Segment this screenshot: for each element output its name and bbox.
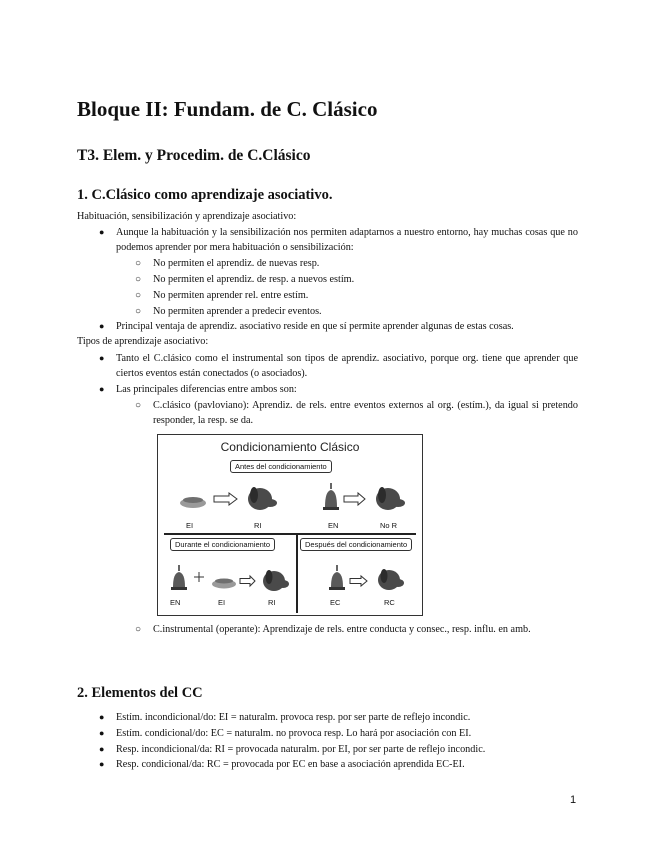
figure-title: Condicionamiento Clásico — [220, 440, 360, 454]
bullet-types: Tanto el C.clásico como el instrumental son tipos de aprendiz. asociativo, porque org. tiene que aprender que ciertos eventos están conectados (o asociados). — [116, 353, 578, 379]
sub-item-4: No permiten aprender a predecir eventos. — [153, 306, 322, 317]
bullet-differences: Las principales diferencias entre ambos son: — [116, 384, 297, 395]
arrow-icon — [350, 576, 368, 586]
label-no-r: No R — [380, 521, 398, 530]
vertical-divider — [296, 533, 298, 613]
label-en: EN — [328, 521, 339, 530]
food-bowl-icon — [178, 493, 208, 509]
section1-intro: Habituación, sensibilización y aprendizaje asociativo: — [77, 211, 297, 222]
label-ri: RI — [268, 598, 276, 607]
page-subtitle: T3. Elem. y Procedim. de C.Clásico — [77, 147, 311, 164]
arrow-icon — [344, 493, 366, 505]
element-item-4: Resp. condicional/da: RC = provocada por EC en base a asociación aprendida EC-EI. — [116, 759, 465, 770]
bullet-icon: ● — [99, 759, 105, 769]
horizontal-divider — [164, 533, 416, 535]
element-item-2: Estím. condicional/do: EC = naturalm. no provoca resp. Lo hará por asociación con EI. — [116, 728, 472, 739]
dog-icon — [258, 565, 290, 593]
section2-heading: 2. Elementos del CC — [77, 685, 203, 701]
bell-icon — [328, 563, 346, 593]
label-ei: EI — [186, 521, 194, 530]
page-title: Bloque II: Fundam. de C. Clásico — [77, 97, 378, 121]
bell-icon — [322, 481, 340, 513]
element-item-3: Resp. incondicional/da: RI = provocada naturalm. por EI, por ser parte de reflejo incondic. — [116, 744, 486, 755]
arrow-icon — [214, 493, 238, 505]
label-ec: EC — [330, 598, 341, 607]
circle-bullet-icon: ○ — [135, 306, 142, 317]
circle-bullet-icon: ○ — [135, 274, 142, 285]
label-ei: EI — [218, 598, 226, 607]
dog-icon — [372, 563, 406, 593]
sub-item-2: No permiten el aprendiz. de resp. a nuevos estím. — [153, 274, 355, 285]
circle-bullet-icon: ○ — [135, 624, 142, 635]
before-label: Antes del condicionamiento — [230, 460, 332, 473]
label-ri: RI — [254, 521, 262, 530]
circle-bullet-icon: ○ — [135, 258, 142, 269]
section1-heading: 1. C.Clásico como aprendizaje asociativo. — [77, 187, 333, 203]
bullet-icon: ● — [99, 321, 105, 331]
classic-definition: C.clásico (pavloviano): Aprendiz. de rels. entre eventos externos al org. (estím.), da igual si pretendo responder, la resp. se da. — [153, 400, 578, 426]
circle-bullet-icon: ○ — [135, 290, 142, 301]
classical-conditioning-figure — [157, 434, 423, 616]
bullet-advantage: Principal ventaja de aprendiz. asociativo reside en que sí permite aprender algunas de estas cosas. — [116, 321, 514, 332]
bullet-icon: ● — [99, 728, 105, 738]
after-label: Después del condicionamiento — [300, 538, 412, 551]
instrumental-definition: C.instrumental (operante): Aprendizaje de rels. entre conducta y consec., resp. influ. en amb. — [153, 624, 531, 635]
bell-icon — [170, 563, 188, 593]
types-intro: Tipos de aprendizaje asociativo: — [77, 336, 209, 347]
arrow-icon — [240, 576, 256, 586]
bullet-habituation: Aunque la habituación y la sensibilización nos permiten adaptarnos a nuestro entorno, hay muchas cosas que no podemos aprender por mera habituación o sensibilización: — [116, 227, 578, 253]
dog-icon — [242, 481, 278, 513]
circle-bullet-icon: ○ — [135, 400, 142, 411]
bullet-icon: ● — [99, 744, 105, 754]
bullet-icon: ● — [99, 712, 105, 722]
label-en: EN — [170, 598, 181, 607]
bullet-icon: ● — [99, 384, 105, 394]
bullet-icon: ● — [99, 353, 105, 363]
sub-item-1: No permiten el aprendiz. de nuevas resp. — [153, 258, 320, 269]
element-item-1: Estím. incondicional/do: EI = naturalm. provoca resp. por ser parte de reflejo incondic. — [116, 712, 471, 723]
page-number: 1 — [570, 794, 577, 806]
bullet-icon: ● — [99, 227, 105, 237]
plus-icon — [194, 572, 204, 582]
during-label: Durante el condicionamiento — [170, 538, 275, 551]
food-bowl-icon — [210, 575, 238, 589]
label-rc: RC — [384, 598, 395, 607]
sub-item-3: No permiten aprender rel. entre estím. — [153, 290, 309, 301]
dog-icon — [370, 481, 406, 513]
